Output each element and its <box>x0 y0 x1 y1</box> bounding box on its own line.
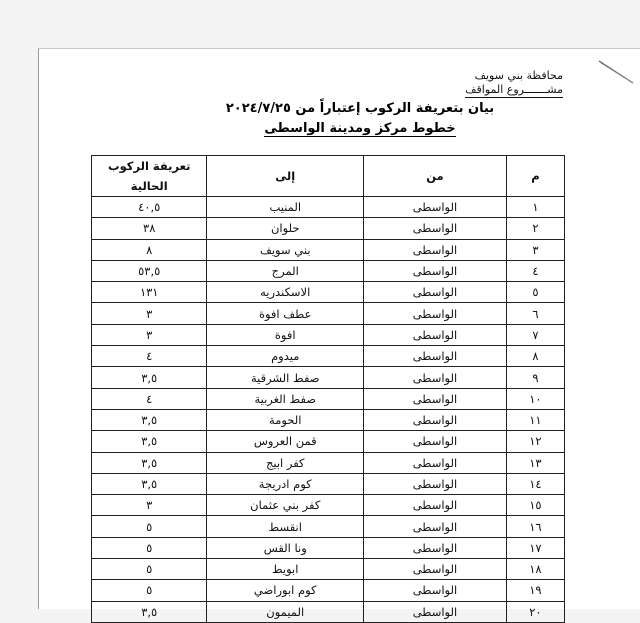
fares-table <box>91 155 565 623</box>
row-fare: ٣,٥ <box>92 452 207 473</box>
row-num: ١٩ <box>506 580 564 601</box>
row-from: الواسطى <box>364 303 507 324</box>
row-num: ٣ <box>506 239 564 260</box>
row-fare: ٨ <box>92 239 207 260</box>
row-from: الواسطى <box>364 260 507 281</box>
row-fare: ٣,٥ <box>92 367 207 388</box>
document-subtitle <box>39 121 640 136</box>
table-row <box>92 324 565 345</box>
row-num: ١٨ <box>506 559 564 580</box>
row-num: ٥ <box>506 282 564 303</box>
table-row <box>92 473 565 494</box>
subtitle-text: خطوط مركز ومدينة الواسطى <box>264 121 456 136</box>
row-fare: ٣ <box>92 324 207 345</box>
row-fare: ٣,٥ <box>92 409 207 430</box>
row-to: قمن العروس <box>207 431 364 452</box>
row-fare: ٥ <box>92 580 207 601</box>
governorate-name: محافظة بني سويف <box>474 69 563 82</box>
row-from: الواسطى <box>364 367 507 388</box>
row-to: انقسط <box>207 516 364 537</box>
table-row <box>92 388 565 409</box>
table-row <box>92 367 565 388</box>
row-num: ٢٠ <box>506 601 564 622</box>
row-num: ١٦ <box>506 516 564 537</box>
row-fare: ٤٠,٥ <box>92 197 207 218</box>
table-header-row <box>92 156 565 197</box>
row-to: الميمون <box>207 601 364 622</box>
table-row <box>92 260 565 281</box>
table-row <box>92 197 565 218</box>
row-to: بني سويف <box>207 239 364 260</box>
row-num: ١١ <box>506 409 564 430</box>
row-from: الواسطى <box>364 197 507 218</box>
row-num: ١٢ <box>506 431 564 452</box>
table-row <box>92 239 565 260</box>
row-from: الواسطى <box>364 516 507 537</box>
row-from: الواسطى <box>364 324 507 345</box>
row-to: الاسكندريه <box>207 282 364 303</box>
row-from: الواسطى <box>364 218 507 239</box>
row-from: الواسطى <box>364 473 507 494</box>
table-row <box>92 452 565 473</box>
row-num: ١٧ <box>506 537 564 558</box>
table-row <box>92 580 565 601</box>
row-fare: ٣,٥ <box>92 431 207 452</box>
row-fare: ٥ <box>92 559 207 580</box>
document-header <box>465 69 563 98</box>
table-row <box>92 559 565 580</box>
header-num: م <box>506 156 564 197</box>
row-fare: ٣ <box>92 303 207 324</box>
row-from: الواسطى <box>364 431 507 452</box>
row-num: ٧ <box>506 324 564 345</box>
row-to: صفط الشرقية <box>207 367 364 388</box>
row-to: ونا القس <box>207 537 364 558</box>
table-row <box>92 303 565 324</box>
table-row <box>92 282 565 303</box>
table-row <box>92 601 565 622</box>
row-fare: ٣٨ <box>92 218 207 239</box>
row-fare: ٤ <box>92 346 207 367</box>
row-from: الواسطى <box>364 239 507 260</box>
row-to: صفط الغربية <box>207 388 364 409</box>
row-fare: ١٣١ <box>92 282 207 303</box>
row-num: ٢ <box>506 218 564 239</box>
row-to: الحومة <box>207 409 364 430</box>
table-row <box>92 431 565 452</box>
project-name: مشـــــــروع المواقف <box>465 83 563 96</box>
row-num: ١ <box>506 197 564 218</box>
header-to: إلى <box>207 156 364 197</box>
row-fare: ٥٣,٥ <box>92 260 207 281</box>
row-from: الواسطى <box>364 580 507 601</box>
pen-stroke-mark <box>597 57 637 87</box>
table-row <box>92 218 565 239</box>
row-from: الواسطى <box>364 388 507 409</box>
row-from: الواسطى <box>364 452 507 473</box>
document-page <box>38 48 640 619</box>
table-row <box>92 537 565 558</box>
row-from: الواسطى <box>364 537 507 558</box>
row-from: الواسطى <box>364 495 507 516</box>
row-from: الواسطى <box>364 346 507 367</box>
row-from: الواسطى <box>364 601 507 622</box>
row-num: ٨ <box>506 346 564 367</box>
row-to: كوم ادريجة <box>207 473 364 494</box>
header-from: من <box>364 156 507 197</box>
row-fare: ٣,٥ <box>92 473 207 494</box>
row-to: كفر ابيج <box>207 452 364 473</box>
row-num: ٩ <box>506 367 564 388</box>
row-to: عطف افوة <box>207 303 364 324</box>
row-to: المنيب <box>207 197 364 218</box>
row-num: ١٣ <box>506 452 564 473</box>
row-to: حلوان <box>207 218 364 239</box>
table-row <box>92 409 565 430</box>
row-from: الواسطى <box>364 282 507 303</box>
row-to: كوم ابوراضي <box>207 580 364 601</box>
row-to: كفر بني عثمان <box>207 495 364 516</box>
row-fare: ٣ <box>92 495 207 516</box>
document-title: بيان بتعريفة الركوب إعتباراً من ٢٠٢٤/٧/٢٥ <box>225 101 495 116</box>
row-fare: ٥ <box>92 516 207 537</box>
header-fare: تعريفة الركوب الحالية <box>92 156 207 197</box>
row-fare: ٤ <box>92 388 207 409</box>
row-fare: ٥ <box>92 537 207 558</box>
table-row <box>92 516 565 537</box>
row-from: الواسطى <box>364 409 507 430</box>
row-fare: ٣,٥ <box>92 601 207 622</box>
row-num: ١٥ <box>506 495 564 516</box>
row-to: المرج <box>207 260 364 281</box>
row-num: ٤ <box>506 260 564 281</box>
row-to: افوة <box>207 324 364 345</box>
row-from: الواسطى <box>364 559 507 580</box>
row-to: ميدوم <box>207 346 364 367</box>
row-num: ١٤ <box>506 473 564 494</box>
table-row <box>92 495 565 516</box>
table-row <box>92 346 565 367</box>
row-num: ١٠ <box>506 388 564 409</box>
row-num: ٦ <box>506 303 564 324</box>
row-to: ابويط <box>207 559 364 580</box>
